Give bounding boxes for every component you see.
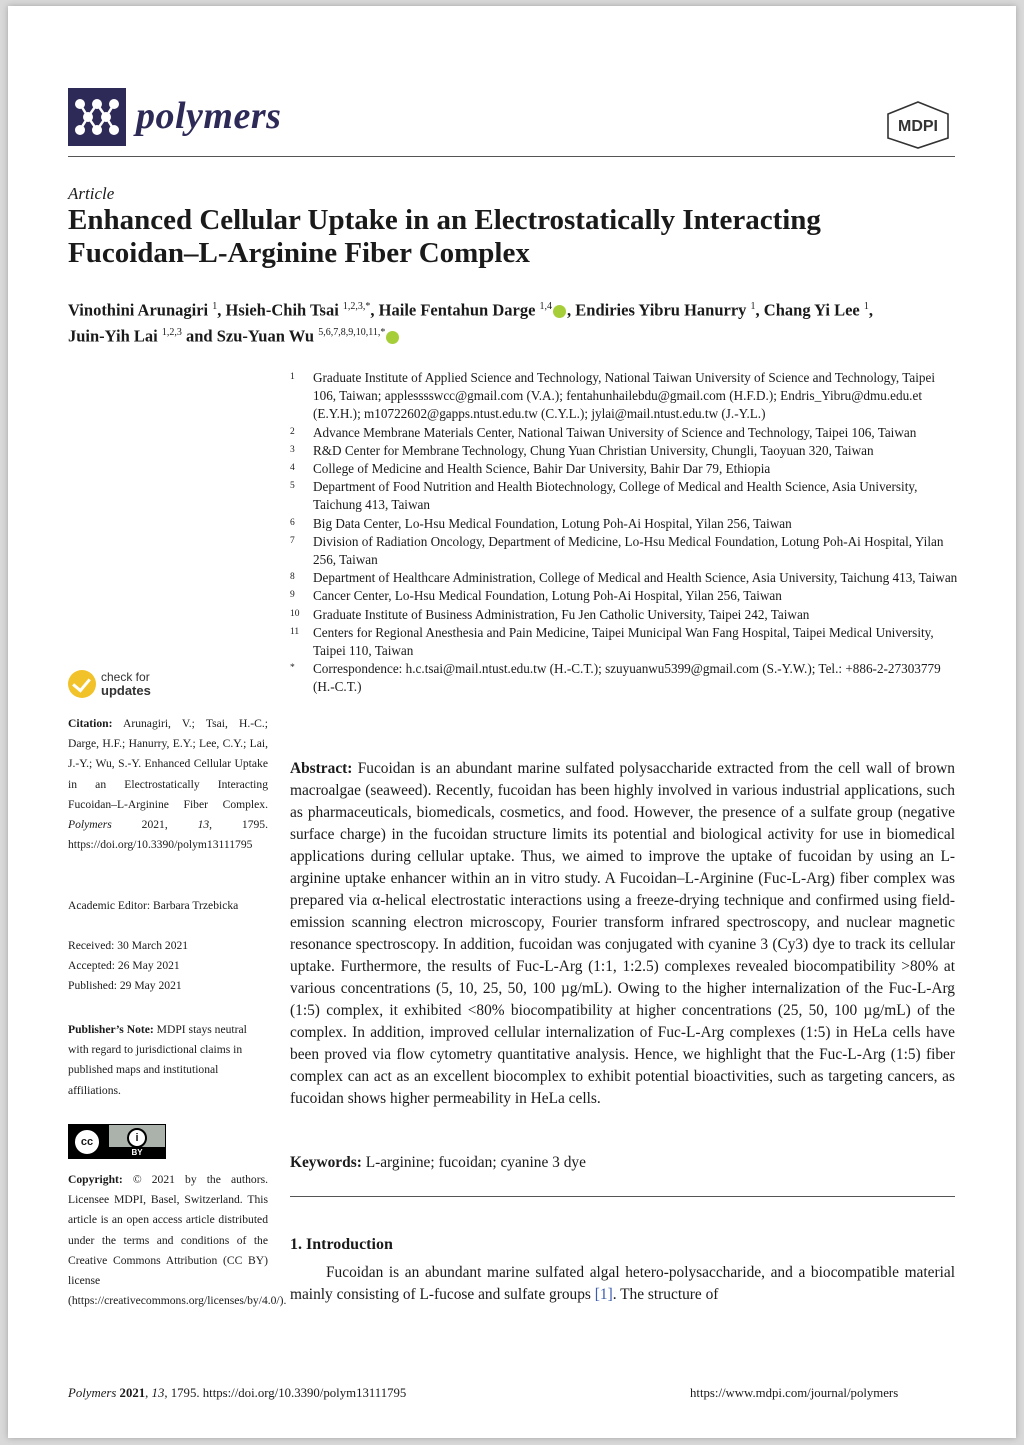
- author-name: Hsieh-Chih Tsai: [225, 300, 339, 320]
- title-line-2: Fucoidan–L-Arginine Fiber Complex: [68, 237, 530, 269]
- intro-text-before: Fucoidan is an abundant marine sulfated algal hetero-polysaccharide, and a biocompatible material mainly consisting of L-fucose and sulfate groups: [290, 1264, 955, 1303]
- title-line-1: Enhanced Cellular Uptake in an Electrostatically Interacting: [68, 204, 821, 236]
- publishers-note-text: MDPI stays neutral with regard to jurisdictional claims in published maps and institutional affiliations.: [68, 1023, 247, 1097]
- keywords: [290, 1152, 955, 1174]
- published-date: Published: 29 May 2021: [68, 979, 182, 993]
- paper-page: [8, 6, 1016, 1438]
- affiliation-item: [290, 533, 960, 569]
- introduction-paragraph: [290, 1262, 955, 1306]
- dates-block: [68, 936, 268, 997]
- header-divider: [68, 156, 955, 157]
- affiliation-text: Division of Radiation Oncology, Department of Medicine, Lo-Hsu Medical Foundation, Lotung Poh-Ai Hospital, Yilan 256, Taiwan: [313, 533, 944, 568]
- author-name: Szu-Yuan Wu: [216, 326, 315, 345]
- author-list: [68, 296, 968, 347]
- publishers-note-label: Publisher’s Note:: [68, 1023, 154, 1036]
- author-name: Chang Yi Lee: [763, 300, 860, 320]
- affiliation-number: 6: [290, 517, 295, 528]
- copyright-text: © 2021 by the authors. Licensee MDPI, Basel, Switzerland. This article is an open access article distributed under the terms and conditions of the Creative Commons Attribution (CC BY) license (https://creativecommons.org/licenses/by/4.0/).: [68, 1173, 287, 1308]
- author-affiliation-sup: 1: [212, 301, 218, 312]
- author-name: Vinothini Arunagiri: [68, 300, 209, 320]
- check-label-2: updates: [101, 683, 151, 698]
- affiliation-item: [290, 460, 960, 478]
- citation-block: Citation: Arunagiri, V.; Tsai, H.-C.; Darge, H.F.; Hanurry, E.Y.; Lee, C.Y.; Lai, J.-Y.; Wu, S.-Y. Enhanced Cellular Uptake in an Electrostatically Interacting Fucoidan–L-Arginine Fiber Complex. Polymers 2021, 13, 1795. https://doi.org/10.3390/polym13111795: [68, 717, 268, 852]
- affiliation-item: [290, 587, 960, 605]
- academic-editor: Academic Editor: Barbara Trzebicka: [68, 899, 239, 912]
- author-separator: ,: [370, 300, 379, 320]
- keywords-text: L-arginine; fucoidan; cyanine 3 dye: [365, 1154, 586, 1171]
- affiliation-text: Big Data Center, Lo-Hsu Medical Foundation, Lotung Poh-Ai Hospital, Yilan 256, Taiwan: [313, 515, 792, 531]
- check-for-updates-button[interactable]: [68, 670, 178, 700]
- affiliation-item: [290, 369, 960, 424]
- affiliation-number: 2: [290, 426, 295, 437]
- author-name: Endiries Yibru Hanurry: [575, 300, 747, 320]
- affiliation-item: [290, 478, 960, 514]
- affiliation-text: R&D Center for Membrane Technology, Chung Yuan Christian University, Chungli, Taoyuan 320, Taiwan: [313, 442, 874, 458]
- author-affiliation-sup: 1: [750, 301, 756, 312]
- author-name: Juin-Yih Lai: [68, 326, 158, 345]
- affiliation-number: 7: [290, 535, 295, 546]
- author-affiliation-sup: 1: [863, 301, 869, 312]
- affiliation-item: [290, 569, 960, 587]
- intro-text-after: . The structure of: [612, 1286, 719, 1303]
- affiliation-text: Cancer Center, Lo-Hsu Medical Foundation, Lotung Poh-Ai Hospital, Yilan 256, Taiwan: [313, 588, 782, 604]
- affiliation-text: Graduate Institute of Business Administration, Fu Jen Catholic University, Taipei 242, Taiwan: [313, 606, 810, 622]
- affiliations: [290, 369, 960, 697]
- author-affiliation-sup: 5,6,7,8,9,10,11,*: [318, 326, 386, 338]
- citation-link[interactable]: [1]: [594, 1286, 613, 1303]
- check-label-1: check for: [101, 670, 150, 684]
- affiliation-number: 5: [290, 481, 295, 492]
- affiliation-item: [290, 624, 960, 660]
- affiliation-number: 11: [290, 626, 300, 637]
- affiliation-number: 9: [290, 590, 295, 601]
- affiliation-item: [290, 515, 960, 533]
- affiliation-text: Department of Food Nutrition and Health Biotechnology, College of Medical and Health Science, Asia University, Taichung 413, Taiwan: [313, 479, 918, 513]
- affiliation-number: 10: [290, 608, 300, 619]
- author-affiliation-sup: 1,2,3: [161, 326, 182, 338]
- footer-year: 2021: [119, 1386, 146, 1400]
- author-affiliation-sup: 1,4: [539, 301, 553, 312]
- publishers-note: [68, 1020, 268, 1101]
- cc-icon: cc: [73, 1128, 101, 1156]
- abstract-text: Fucoidan is an abundant marine sulfated polysaccharide extracted from the cell wall of brown macroalgae (seaweed). Recently, fucoidan has been highly involved in various industrial applications, such as pharmaceuticals, biomedicals, cosmetics, and food. However, the presence of a sulfate group (negative surface charge) in the fucoidan structure limits its potential and biological activity for use in biomedical applications during cellular uptake. Thus, we aimed to improve the uptake of fucoidan by using an L-arginine uptake enhancer within an in vitro study. A Fucoidan–L-Arginine (Fuc-L-Arg) fiber complex was prepared via α-helical electrostatic interactions using a freeze-drying technique and confirmed using field-emission scanning electron microscopy, Fourier transform infrared spectroscopy, and nuclear magnetic resonance spectroscopy. In addition, fucoidan was conjugated with cyanine 3 (Cy3) dye to track its cellular uptake. Furthermore, the results of Fuc-L-Arg (1:1, 1:2.5) complexes revealed biocompatibility >80% at various concentrations (5, 10, 25, 50, 100 µg/mL). Owing to the higher internalization of the Fuc-L-Arg (1:5) complex, it exhibited <80% biocompatibility at higher concentrations (25, 50, 100 µg/mL) of the complex. In addition, improved cellular internalization of Fuc-L-Arg complexes (1:5) in HeLa cells have been proved via flow cytometry quantitative analysis. Hence, we highlight that the Fuc-L-Arg (1:5) fiber complex can act as an excellent biocomplex to exhibit potential bioactivities, such as targeting cancers, as fucoidan shows higher permeability in HeLa cells.: [290, 760, 955, 1107]
- cc-by-label: BY: [109, 1147, 165, 1158]
- cc-by-license-badge[interactable]: [68, 1124, 166, 1159]
- section-divider: [290, 1196, 955, 1197]
- author-separator: ,: [217, 300, 226, 320]
- citation-label: Citation:: [68, 717, 113, 730]
- affiliation-item: [290, 442, 960, 460]
- affiliation-number: 3: [290, 444, 295, 455]
- citation-rest: , 1795. https://doi.org/10.3390/polym13111795: [68, 818, 268, 852]
- check-icon: [68, 670, 96, 698]
- citation-text: Arunagiri, V.; Tsai, H.-C.; Darge, H.F.; Hanurry, E.Y.; Lee, C.Y.; Lai, J.-Y.; Wu, S.-Y. Enhanced Cellular Uptake in an Electrostatically Interacting Fucoidan–L-Arginine Fiber Complex.: [68, 717, 268, 811]
- paper-title: [68, 204, 968, 270]
- affiliation-number: *: [290, 663, 295, 674]
- journal-name: polymers: [136, 95, 282, 137]
- author-separator: ,: [567, 300, 576, 320]
- affiliation-number: 1: [290, 372, 295, 382]
- affiliation-item: [290, 424, 960, 442]
- received-date: Received: 30 March 2021: [68, 939, 189, 952]
- footer-citation: Polymers 2021, 13, 1795. https://doi.org/10.3390/polym13111795: [68, 1386, 407, 1400]
- affiliation-text: Department of Healthcare Administration, College of Medical and Health Science, Asia University, Taichung 413, Taiwan: [313, 570, 958, 586]
- author-separator: ,: [868, 300, 873, 320]
- orcid-icon[interactable]: [386, 331, 399, 344]
- affiliation-number: 4: [290, 463, 295, 474]
- keywords-label: Keywords:: [290, 1154, 362, 1171]
- footer-doi[interactable]: , 1795. https://doi.org/10.3390/polym13111795: [164, 1386, 407, 1400]
- affiliation-item: [290, 660, 960, 696]
- footer-journal: Polymers: [68, 1386, 117, 1400]
- copyright-block: [68, 1170, 287, 1311]
- affiliation-text: Graduate Institute of Applied Science and Technology, National Taiwan University of Science and Technology, Taipei 106, Taiwan; applesssswcc@gmail.com (V.A.); fentahunhailebdu@gmail.com (H.F.D.); Endris_Yibru@dmu.edu.et (E.Y.H.); m10722602@gapps.ntust.edu.tw (C.Y.L.); jylai@mail.ntust.edu.tw (J.-Y.L.): [313, 370, 936, 422]
- attribution-icon: i: [127, 1128, 147, 1148]
- affiliation-number: 8: [290, 572, 295, 583]
- citation-volume: 13: [197, 818, 210, 832]
- citation-year: 2021: [141, 818, 165, 832]
- affiliation-text: Advance Membrane Materials Center, National Taiwan University of Science and Technology, Taipei 106, Taiwan: [313, 424, 917, 440]
- author-separator: ,: [755, 300, 764, 320]
- author-name: Haile Fentahun Darge: [378, 300, 536, 320]
- svg-text:MDPI: MDPI: [898, 118, 938, 135]
- article-type: Article: [68, 184, 115, 203]
- citation-journal: Polymers: [68, 818, 112, 832]
- affiliation-text: Correspondence: h.c.tsai@mail.ntust.edu.tw (H.-C.T.); szuyuanwu5399@gmail.com (S.-Y.W.); Tel.: +886-2-27303779 (H.-C.T.): [313, 661, 941, 695]
- author-separator: and: [181, 326, 217, 345]
- affiliation-item: [290, 606, 960, 624]
- footer-volume: 13: [151, 1386, 165, 1400]
- orcid-icon[interactable]: [553, 305, 566, 318]
- introduction-heading: 1. Introduction: [290, 1236, 393, 1253]
- polymers-logo-icon: [68, 88, 126, 146]
- abstract-label: Abstract:: [290, 760, 353, 777]
- affiliation-text: Centers for Regional Anesthesia and Pain Medicine, Taipei Municipal Wan Fang Hospital, Taipei Medical University, Taipei 110, Taiwan: [313, 624, 934, 659]
- accepted-date: Accepted: 26 May 2021: [68, 959, 180, 973]
- mdpi-logo-icon: [884, 100, 952, 150]
- abstract: [290, 758, 955, 1110]
- footer-journal-url[interactable]: https://www.mdpi.com/journal/polymers: [690, 1386, 899, 1400]
- copyright-label: Copyright:: [68, 1173, 123, 1186]
- affiliation-text: College of Medicine and Health Science, Bahir Dar University, Bahir Dar 79, Ethiopia: [313, 461, 771, 477]
- author-affiliation-sup: 1,2,3,*: [342, 301, 371, 312]
